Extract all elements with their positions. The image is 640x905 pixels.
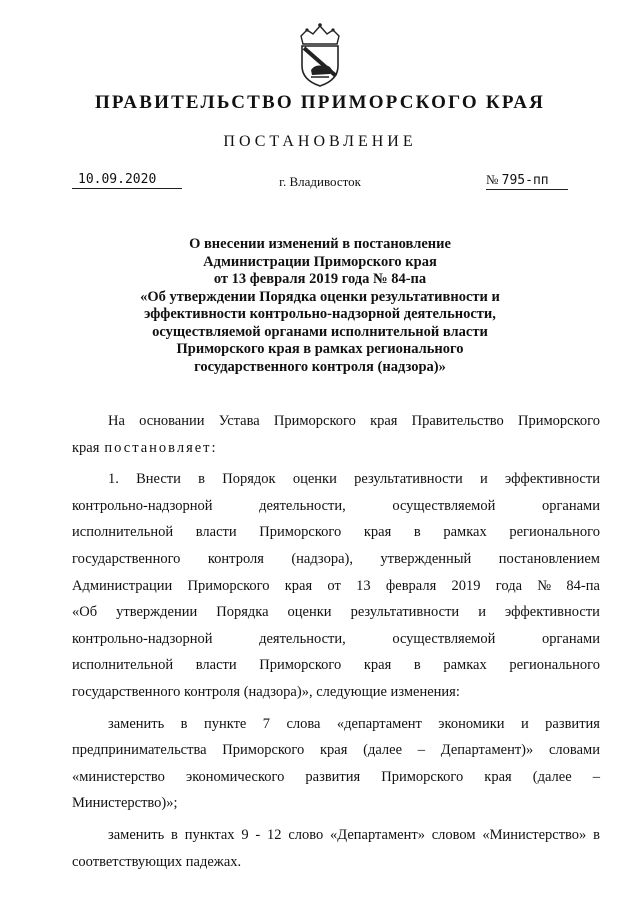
body-word: результативности bbox=[350, 604, 460, 621]
body-word: развития bbox=[545, 715, 600, 732]
body-word: экономики bbox=[438, 715, 505, 732]
body-line bbox=[72, 822, 600, 849]
body-word: «Об bbox=[72, 604, 98, 621]
body-word: и bbox=[520, 715, 529, 732]
body-word: власти bbox=[195, 657, 237, 674]
body-word: органами bbox=[541, 497, 600, 514]
body-word: деятельности, bbox=[259, 497, 346, 514]
body-word: края bbox=[320, 742, 348, 759]
body-word: органами bbox=[541, 630, 600, 647]
body-word: 13 bbox=[356, 577, 371, 594]
body-word: Приморского bbox=[222, 742, 305, 759]
subject-line: осуществляемой органами исполнительной власти bbox=[152, 323, 488, 340]
body-word: края bbox=[363, 524, 392, 541]
body-word: оценки bbox=[292, 471, 337, 488]
body-word: «Департамент» bbox=[330, 826, 425, 843]
body-line bbox=[72, 408, 600, 435]
document-subject bbox=[100, 236, 540, 376]
body-word: в bbox=[413, 657, 421, 674]
body-word: контрольно-надзорной bbox=[72, 630, 213, 647]
body-word: словом bbox=[431, 826, 476, 843]
body-word: края bbox=[284, 577, 313, 594]
body-word: рамках bbox=[443, 657, 487, 674]
government-title: ПРАВИТЕЛЬСТВО ПРИМОРСКОГО КРАЯ bbox=[94, 92, 546, 113]
body-word: 1. bbox=[108, 471, 119, 488]
body-word: Приморского bbox=[517, 413, 600, 429]
body-line: Министерство)»; bbox=[72, 795, 178, 812]
body-word: Устава bbox=[218, 413, 260, 429]
document-date: 10.09.2020 bbox=[72, 171, 182, 189]
body-line: края постановляет: bbox=[72, 439, 218, 456]
body-line bbox=[72, 626, 600, 653]
body-word: края bbox=[484, 768, 512, 785]
body-word: Приморского bbox=[259, 657, 342, 674]
body-word: в bbox=[413, 524, 421, 541]
body-line bbox=[72, 737, 600, 764]
subject-line: эффективности контрольно-надзорной деятельности, bbox=[144, 306, 496, 322]
subject-line: государственного контроля (надзора)» bbox=[194, 358, 446, 375]
body-word: от bbox=[327, 577, 341, 594]
body-word: Администрации bbox=[72, 577, 173, 594]
body-word: 9 bbox=[241, 826, 249, 843]
document-number: 795-пп bbox=[501, 173, 549, 188]
body-word: 12 bbox=[267, 826, 282, 843]
body-line bbox=[72, 546, 600, 573]
body-word: развития bbox=[305, 768, 361, 785]
body-word: края bbox=[370, 413, 398, 429]
body-word: экономического bbox=[185, 768, 285, 785]
body-word: эффективности bbox=[504, 471, 600, 488]
subject-line: Приморского края в рамках регионального bbox=[176, 341, 464, 357]
body-word: государственного bbox=[72, 550, 181, 567]
body-line: государственного контроля (надзора)», следующие изменения: bbox=[72, 683, 460, 700]
body-word: (надзора), bbox=[291, 550, 353, 567]
subject-line: Администрации Приморского края bbox=[203, 253, 437, 270]
body-word: результативности bbox=[354, 471, 463, 488]
body-word: заменить bbox=[108, 826, 165, 843]
body-word: осуществляемой bbox=[392, 497, 496, 514]
body-line bbox=[72, 599, 600, 626]
body-word: в bbox=[171, 826, 178, 843]
body-word: утвержденный bbox=[380, 550, 472, 567]
body-word: «департамент bbox=[336, 715, 422, 732]
body-word: в bbox=[180, 715, 188, 732]
body-word: рамках bbox=[443, 524, 487, 541]
body-word: (далее bbox=[532, 768, 572, 785]
document-type: ПОСТАНОВЛЕНИЕ bbox=[223, 133, 417, 150]
body-line bbox=[72, 573, 600, 600]
body-word: (далее bbox=[363, 742, 403, 759]
body-word: 7 bbox=[262, 715, 271, 732]
body-word: оценки bbox=[287, 604, 332, 621]
subject-line: от 13 февраля 2019 года № 84-па bbox=[213, 271, 427, 287]
body-line bbox=[72, 652, 600, 679]
subject-line: «Об утверждении Порядка оценки результативности и bbox=[140, 288, 500, 305]
body-word: Приморского bbox=[381, 768, 464, 785]
body-word: февраля bbox=[385, 577, 437, 594]
body-word: «Министерство» bbox=[482, 826, 587, 843]
body-word: осуществляемой bbox=[392, 630, 496, 647]
body-word: пункте bbox=[203, 715, 247, 732]
document-city: г. Владивосток bbox=[279, 174, 361, 189]
body-word: основании bbox=[139, 413, 205, 429]
body-word: пунктах bbox=[184, 826, 235, 843]
body-word: в bbox=[198, 471, 205, 488]
body-word: На bbox=[108, 413, 125, 429]
body-line bbox=[72, 466, 600, 493]
subject-line: О внесении изменений в постановление bbox=[189, 236, 451, 252]
body-word: края bbox=[363, 657, 392, 674]
body-word: 2019 bbox=[451, 577, 481, 594]
body-word: регионального bbox=[509, 524, 600, 541]
body-word: – bbox=[592, 768, 600, 785]
body-word: Приморского bbox=[273, 413, 356, 429]
body-word: контроля bbox=[207, 550, 264, 567]
body-word: Приморского bbox=[259, 524, 342, 541]
body-word: - bbox=[255, 826, 261, 843]
body-word: «министерство bbox=[72, 768, 165, 785]
body-word: предпринимательства bbox=[72, 742, 207, 759]
body-word: исполнительной bbox=[72, 524, 174, 541]
body-word: и bbox=[478, 604, 486, 621]
body-word: Приморского bbox=[187, 577, 270, 594]
body-word: эффективности bbox=[504, 604, 600, 621]
body-word: постановлением bbox=[498, 550, 600, 567]
body-line bbox=[72, 493, 600, 520]
body-word: года bbox=[495, 577, 523, 594]
body-line bbox=[72, 519, 600, 546]
document-number-field bbox=[486, 171, 568, 190]
body-word: регионального bbox=[509, 657, 600, 674]
body-word: Внести bbox=[136, 471, 181, 488]
body-word: в bbox=[593, 826, 600, 843]
body-line: соответствующих падежах. bbox=[72, 853, 242, 870]
body-word: слова bbox=[286, 715, 321, 732]
coat-of-arms-icon bbox=[297, 20, 343, 88]
body-word: исполнительной bbox=[72, 657, 174, 674]
body-word: власти bbox=[195, 524, 237, 541]
body-line bbox=[72, 711, 600, 738]
body-word: – bbox=[417, 742, 426, 759]
body-word: контрольно-надзорной bbox=[72, 497, 213, 514]
body-word: утверждении bbox=[116, 604, 198, 621]
body-word: № bbox=[537, 577, 552, 594]
body-word: Правительство bbox=[411, 413, 504, 429]
body-word: Департамент)» bbox=[440, 742, 534, 759]
body-word: заменить bbox=[108, 715, 165, 732]
body-word: словами bbox=[549, 742, 600, 759]
body-word: и bbox=[479, 471, 488, 488]
body-word: деятельности, bbox=[259, 630, 346, 647]
body-word: Порядок bbox=[222, 471, 276, 488]
body-word: слово bbox=[288, 826, 324, 843]
body-line bbox=[72, 764, 600, 791]
body-word: 84-па bbox=[566, 577, 600, 594]
number-prefix: № bbox=[486, 172, 499, 187]
document-body bbox=[72, 408, 600, 875]
body-word: Порядка bbox=[216, 604, 269, 621]
